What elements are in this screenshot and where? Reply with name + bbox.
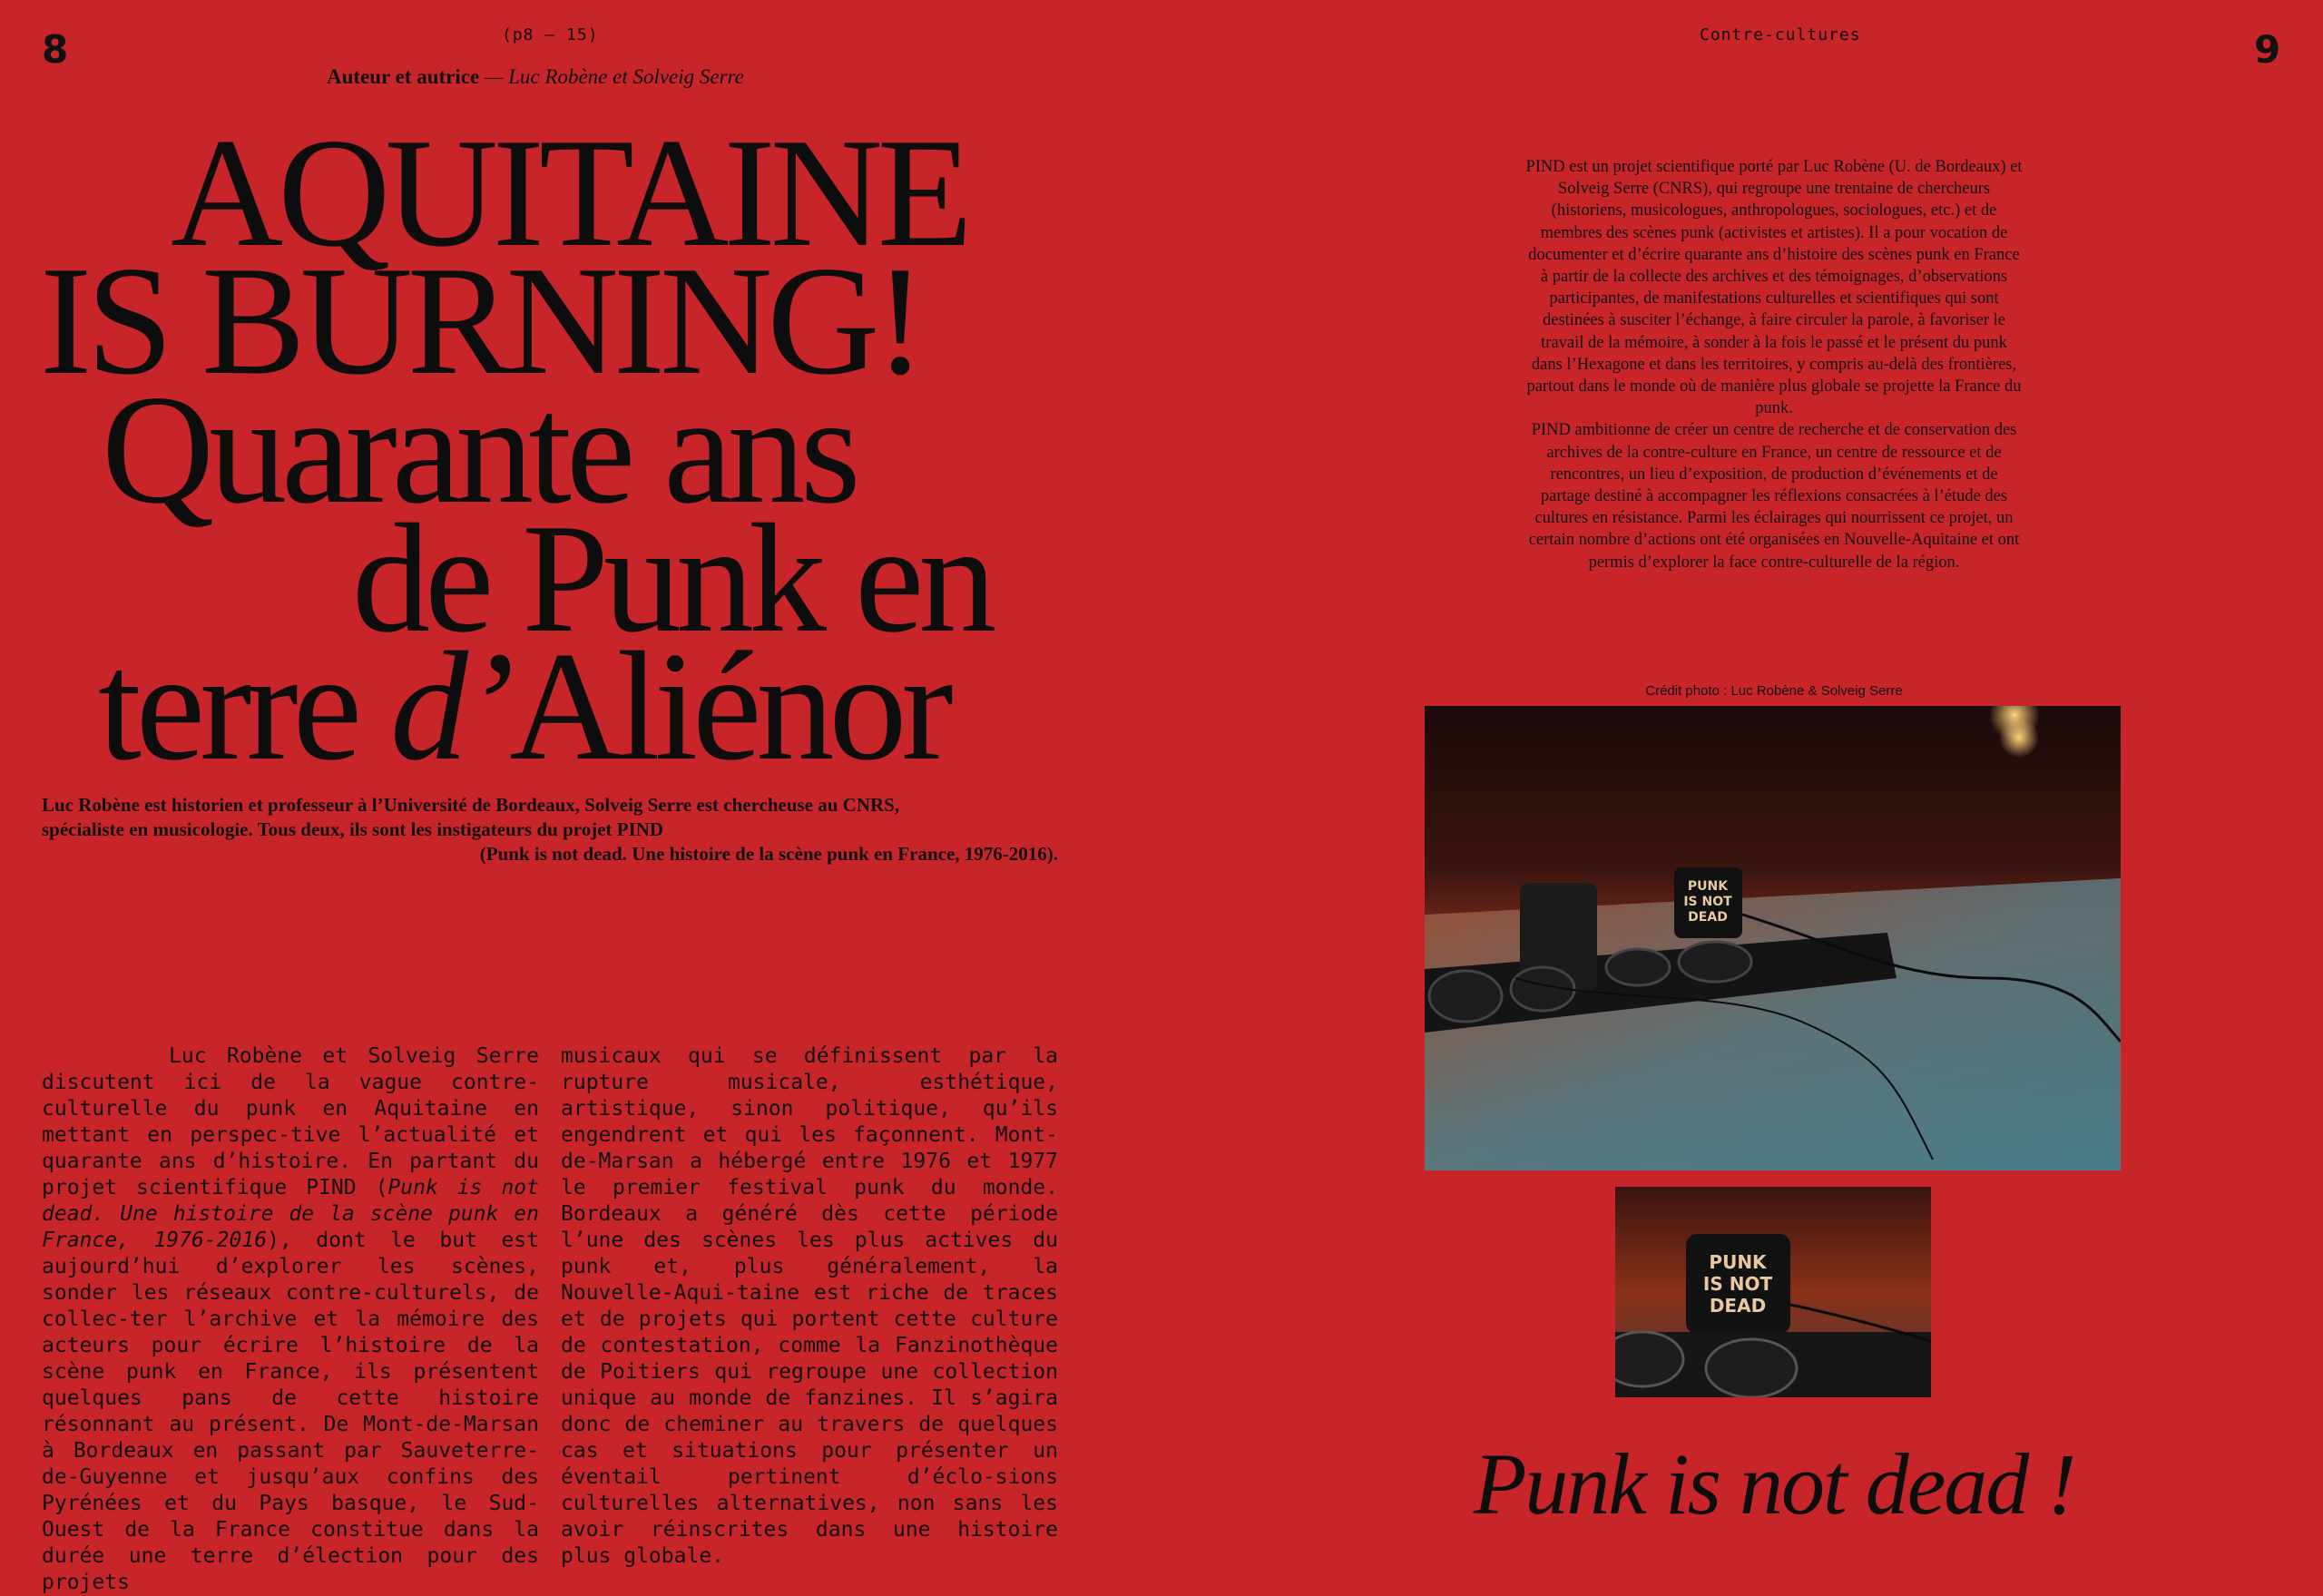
- sidebar-text: [1524, 156, 2024, 573]
- detail-pedal-label-3: DEAD: [1709, 1295, 1767, 1317]
- pedal-label-1: PUNK: [1687, 879, 1729, 894]
- running-head-left: (p8 — 15): [502, 25, 599, 44]
- standfirst-line-2: spécialiste en musicologie. Tous deux, ils sont les instigateurs du projet PIND: [42, 818, 664, 840]
- article-title: [0, 0, 1180, 798]
- title-line-5-italic: d’: [390, 621, 510, 793]
- running-head-right: Contre-cultures: [1700, 25, 1861, 44]
- photo-credit: Crédit photo : Luc Robène & Solveig Serre: [1645, 683, 1903, 699]
- body-column-left: [42, 1043, 539, 1596]
- title-line-2: IS BURNING!: [40, 235, 921, 407]
- main-photo-image: [1425, 706, 2121, 1170]
- detail-pedal-label-2: IS NOT: [1702, 1273, 1773, 1295]
- byline-separator: —: [479, 65, 509, 88]
- body-column-right: musicaux qui se définissent par la rupture musicale, esthétique, artistique, sinon politique, qu’ils engendrent et qui les façonnent. Mont-de-Marsan a hébergé entre 1976 et 1977 le premier festival punk du monde. Bordeaux a généré dès cette période l’une des scènes les plus actives du punk et, plus généralement, la Nouvelle-Aqui-taine est riche de traces et de projets qui portent cette culture de contestation, comme la Fanzinothèque de Poitiers qui regroupe une collection unique au monde de fanzines. Il s’agira donc de cheminer au travers de quelques cas et situations pour présenter un éventail pertinent d’éclo-sions culturelles alternatives, non sans les avoir réinscrites dans une histoire plus globale.: [561, 1044, 1058, 1568]
- byline-label: Auteur et autrice: [327, 65, 480, 88]
- body-left-part-2: ), dont le but est aujourd’hui d’explorer les scènes, sonder les réseaux contre-culturels, de collec-ter l’archive et la mémoire des acteurs pour écrire l’histoire de la scène punk en France, ils présentent quelques pans de cette histoire résonnant au présent. De Mont-de-Marsan à Bordeaux en passant par Sauveterre-de-Guyenne et jusqu’aux confins des Pyrénées et du Pays basque, le Sud-Ouest de la France constitue dans la durée une terre d’élection pour des projets: [42, 1229, 540, 1594]
- standfirst-line-3: (Punk is not dead. Une histoire de la scène punk en France, 1976-2016).: [479, 843, 1058, 865]
- sidebar-paragraph-2: PIND ambitionne de créer un centre de recherche et de conservation des archives de la contre-culture en France, un centre de ressource et de rencontres, un lieu d’exposition, de production d’événements et de partage destiné à accompagner les réflexions consacrées à l’étude des cultures en résistance. Parmi les éclairages qui nourrissent ce projet, un certain nombre d’actions ont été organisées en Nouvelle-Aquitaine et ont permis d’explorer la face contre-culturelle de la région.: [1528, 421, 2020, 572]
- title-line-1: AQUITAINE: [171, 107, 967, 279]
- detail-pedal-label-1: PUNK: [1709, 1251, 1767, 1273]
- title-line-5-end: Aliénor: [509, 621, 948, 793]
- pedal-label-2: IS NOT: [1683, 895, 1732, 909]
- body-left-part-1: Luc Robène et Solveig Serre discutent ici de la vague contre-culturelle du punk en Aquitaine en mettant en perspec-tive l’actualité et quarante ans d’histoire. En partant du projet scientifique PIND (: [42, 1044, 539, 1199]
- page-number-left: 8: [42, 27, 69, 72]
- detail-photo-image: [1615, 1187, 1931, 1397]
- title-line-5: [98, 621, 948, 793]
- page-number-right: 9: [2254, 27, 2281, 72]
- title-line-3: Quarante ans: [102, 364, 856, 536]
- title-line-4: de Punk en: [352, 493, 992, 665]
- tagline: Punk is not dead !: [1473, 1435, 2075, 1532]
- body-left-italic: Punk is not dead. Une histoire de la scène punk en France, 1976-2016: [42, 1176, 539, 1252]
- detail-photo: [1615, 1187, 1931, 1397]
- standfirst-line-1: Luc Robène est historien et professeur à l’Université de Bordeaux, Solveig Serre est chercheuse au CNRS,: [42, 794, 900, 816]
- byline-authors: Luc Robène et Solveig Serre: [508, 65, 744, 88]
- sidebar-paragraph-1: PIND est un projet scientifique porté par Luc Robène (U. de Bordeaux) et Solveig Serre (CNRS), qui regroupe une trentaine de chercheurs (historiens, musicologues, anthropologues, sociologues, etc.) et de membres des scènes punk (activistes et artistes). Il a pour vocation de documenter et d’écrire quarante ans d’histoire des scènes punk en France à partir de la collecte des archives et des témoignages, d’observations participantes, de manifestations culturelles et scientifiques qui sont destinées à susciter l’échange, à faire circuler la parole, à favoriser le travail de la mémoire, à sonder à la fois le passé et le présent du punk dans l’Hexagone et dans les territoires, y compris au-delà des frontières, partout dans le monde où de manière plus globale se projette la France du punk.: [1525, 158, 2023, 418]
- main-photo: [1425, 706, 2121, 1170]
- standfirst: [42, 793, 1058, 867]
- pedal-label-3: DEAD: [1688, 910, 1728, 925]
- title-line-5-start: terre: [98, 621, 391, 793]
